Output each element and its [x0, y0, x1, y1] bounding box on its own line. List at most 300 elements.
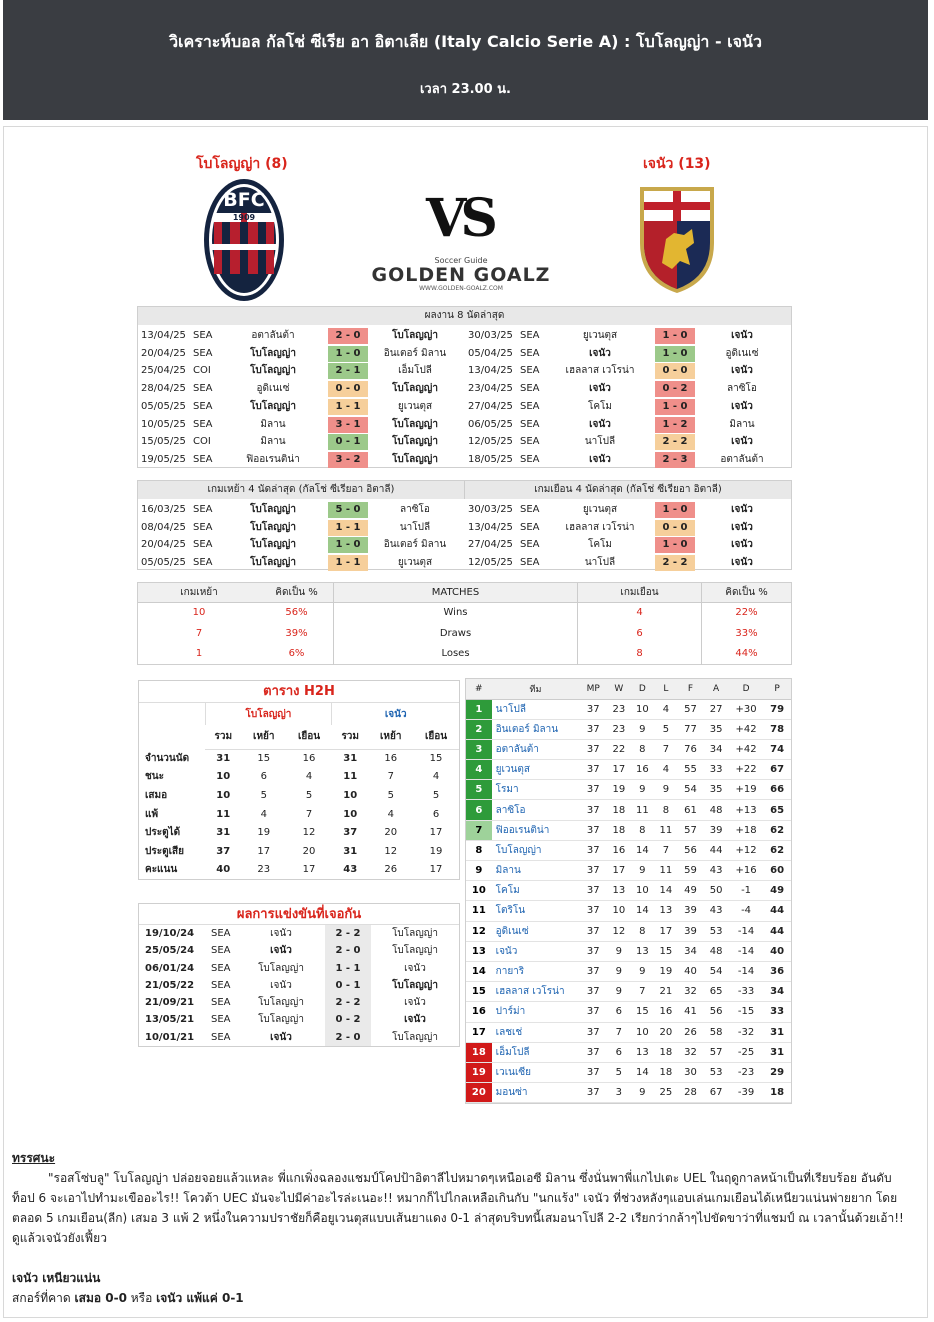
standings-cell: 9: [631, 780, 655, 800]
h2h-col-header: เหย้า: [241, 725, 286, 749]
match-score: 2 - 2: [655, 434, 695, 450]
h2h-col-header: รวม: [205, 725, 241, 749]
meeting-comp: SEA: [211, 979, 231, 991]
h2h-cell: 16: [384, 753, 398, 765]
h2h-row: [139, 749, 459, 768]
standings-cell: 11: [654, 820, 678, 840]
standings-cell: 34: [678, 941, 704, 961]
standings-cell: 39: [703, 820, 729, 840]
meeting-date: 19/10/24: [145, 928, 195, 939]
standings-cell: 43: [703, 901, 729, 921]
standings-pos: 6: [466, 800, 492, 820]
standings-cell: 37: [579, 739, 607, 759]
brand-title: GOLDEN GOALZ: [371, 264, 551, 286]
match-comp: SEA: [193, 504, 213, 515]
standings-row: [466, 961, 791, 981]
standings-cell: 37: [579, 961, 607, 981]
match-score: 1 - 0: [655, 346, 695, 362]
match-away-team: ยูเวนตุส: [397, 556, 433, 568]
standings-cell: 7: [654, 739, 678, 759]
match-row: [465, 501, 792, 519]
standings-row: [466, 1083, 791, 1103]
h2h-cell: 16: [302, 753, 316, 765]
standings-cell: 19: [607, 780, 631, 800]
summary-home-count: 1: [195, 648, 203, 659]
match-comp: SEA: [193, 330, 213, 341]
standings-team[interactable]: มิลาน: [492, 861, 580, 881]
standings-cell: -14: [729, 941, 763, 961]
standings-points: 44: [763, 901, 791, 921]
summary-home-pct: 6%: [260, 644, 334, 665]
match-score: 1 - 1: [328, 399, 368, 415]
meeting-home-team: โบโลญญ่า: [258, 997, 304, 1009]
standings-team[interactable]: มอนซ่า: [492, 1083, 580, 1103]
match-score: 0 - 0: [328, 381, 368, 397]
standings-cell: 10: [607, 901, 631, 921]
h2h-row: [139, 768, 459, 787]
match-away-team: เจนัว: [731, 556, 753, 568]
standings-cell: 37: [579, 820, 607, 840]
standings-cell: 5: [654, 719, 678, 739]
match-away-team: เจนัว: [731, 504, 753, 515]
meeting-score: 2 - 0: [325, 942, 371, 959]
match-date: 25/04/25: [141, 365, 186, 377]
match-date: 20/04/25: [141, 347, 186, 359]
match-away-team: อตาลันต้า: [720, 453, 764, 465]
standings-cell: 37: [579, 982, 607, 1002]
standings-team[interactable]: ยูเวนตุส: [492, 760, 580, 780]
match-score: 1 - 0: [655, 399, 695, 415]
match-away-team: โบโลญญ่า: [392, 330, 438, 341]
h2h-row: [139, 823, 459, 842]
match-away-team: อินเตอร์ มิลาน: [383, 539, 447, 550]
standings-cell: 27: [703, 699, 729, 719]
standings-points: 33: [763, 1002, 791, 1022]
match-row: [465, 380, 792, 398]
standings-points: 36: [763, 961, 791, 981]
meeting-date: 06/01/24: [145, 962, 195, 974]
standings-cell: 6: [607, 1042, 631, 1062]
standings-cell: 13: [631, 941, 655, 961]
meeting-away-team: โบโลญญ่า: [392, 945, 438, 957]
standings-points: 66: [763, 780, 791, 800]
standings-cell: +16: [729, 861, 763, 881]
match-row: [138, 451, 465, 469]
match-date: 13/04/25: [468, 521, 513, 533]
standings-cell: 57: [678, 820, 704, 840]
match-score: 0 - 0: [655, 520, 695, 536]
standings-cell: 58: [703, 1022, 729, 1042]
standings-cell: 15: [631, 1002, 655, 1022]
standings-cell: +19: [729, 780, 763, 800]
standings-team[interactable]: เฮลลาส เวโรน่า: [492, 982, 580, 1002]
standings-row: [466, 820, 791, 840]
standings-team[interactable]: เจนัว: [492, 941, 580, 961]
standings-cell: 32: [678, 1042, 704, 1062]
standings-cell: 30: [678, 1062, 704, 1082]
standings-cell: 15: [654, 941, 678, 961]
summary-away-pct: 44%: [735, 648, 758, 659]
standings-cell: -33: [729, 982, 763, 1002]
meeting-score: 0 - 1: [325, 977, 371, 994]
standings-team[interactable]: อตาลันต้า: [492, 739, 580, 759]
standings-row: [466, 1022, 791, 1042]
summary-away-count: 6: [578, 624, 702, 645]
meeting-row: [139, 925, 459, 942]
match-home-team: นาโปลี: [584, 556, 616, 568]
h2h-row-label: เสมอ: [145, 789, 168, 801]
last4-away-caption: เกมเยือน 4 นัดล่าสุด (กัลโช่ ซีเรียอา อิตาลี): [465, 481, 791, 499]
meeting-row: [139, 942, 459, 959]
standings-cell: 48: [703, 800, 729, 820]
standings-cell: -32: [729, 1022, 763, 1042]
standings-team[interactable]: โตริโน: [492, 901, 580, 921]
standings-team[interactable]: ฟิออเรนติน่า: [492, 820, 580, 840]
h2h-cell: 5: [387, 789, 394, 801]
standings-row: [466, 699, 791, 719]
standings-cell: 9: [631, 861, 655, 881]
match-away-team: ลาซิโอ: [400, 504, 430, 515]
standings-cell: 37: [579, 800, 607, 820]
standings-team[interactable]: ลาซิโอ: [492, 800, 580, 820]
standings-team[interactable]: เวเนเซีย: [492, 1062, 580, 1082]
standings-cell: -1: [729, 881, 763, 901]
meeting-row: [139, 994, 459, 1011]
match-score: 2 - 2: [655, 555, 695, 571]
match-date: 08/04/25: [141, 521, 186, 533]
standings-pos: 2: [466, 719, 492, 739]
match-score: 5 - 0: [328, 502, 368, 518]
standings-cell: 7: [631, 982, 655, 1002]
standings-cell: 14: [631, 901, 655, 921]
match-row: [465, 519, 792, 537]
h2h-cell: 15: [257, 753, 271, 765]
standings-cell: 37: [579, 1002, 607, 1022]
standings-cell: 40: [678, 961, 704, 981]
standings-cell: 12: [607, 921, 631, 941]
standings-team[interactable]: นาโปลี: [492, 699, 580, 719]
standings-team[interactable]: โคโม: [492, 881, 580, 901]
match-home-team: ฟิออเรนติน่า: [246, 453, 300, 465]
standings-cell: 53: [703, 1062, 729, 1082]
match-comp: SEA: [520, 383, 540, 395]
standings-points: 65: [763, 800, 791, 820]
standings-cell: 20: [654, 1022, 678, 1042]
standings-header: #: [466, 679, 492, 699]
standings-team[interactable]: กายาริ: [492, 961, 580, 981]
standings-cell: 18: [607, 820, 631, 840]
match-comp: SEA: [193, 383, 213, 395]
last4-home-caption: เกมเหย้า 4 นัดล่าสุด (กัลโช่ ซีเรียอา อิตาลี): [138, 481, 465, 499]
standings-cell: 48: [703, 941, 729, 961]
match-score: 2 - 1: [328, 363, 368, 379]
match-comp: SEA: [193, 539, 213, 550]
match-score: 3 - 2: [328, 452, 368, 468]
match-row: [465, 536, 792, 554]
meeting-row: [139, 960, 459, 977]
standings-pos: 8: [466, 840, 492, 860]
standings-pos: 9: [466, 861, 492, 881]
meeting-away-team: เจนัว: [404, 997, 426, 1009]
match-home-team: ยูเวนตุส: [582, 330, 618, 341]
h2h-cell: 26: [384, 864, 398, 876]
standings-cell: 4: [654, 699, 678, 719]
standings-cell: 56: [678, 840, 704, 860]
home-team-name: โบโลญญ่า (8): [196, 156, 288, 172]
match-comp: COI: [193, 365, 211, 377]
match-home-team: เจนัว: [589, 383, 611, 395]
match-home-team: นาโปลี: [584, 436, 616, 448]
standings-cell: 18: [654, 1042, 678, 1062]
match-away-team: เจนัว: [731, 539, 753, 550]
h2h-cell: 5: [305, 789, 313, 801]
standings-row: [466, 982, 791, 1002]
standings-points: 31: [763, 1042, 791, 1062]
match-home-team: ยูเวนตุส: [582, 504, 618, 515]
match-date: 05/05/25: [141, 556, 186, 568]
standings-cell: 11: [631, 800, 655, 820]
h2h-cell: 6: [260, 771, 267, 783]
standings-cell: 17: [654, 921, 678, 941]
standings-team[interactable]: เลชเช่: [492, 1022, 580, 1042]
standings-cell: 8: [631, 921, 655, 941]
standings-row: [466, 780, 791, 800]
standings-points: 62: [763, 840, 791, 860]
match-away-team: โบโลญญ่า: [392, 436, 438, 448]
match-comp: SEA: [520, 539, 540, 550]
standings-cell: 44: [703, 840, 729, 860]
match-comp: SEA: [193, 453, 213, 465]
match-home-team: เจนัว: [589, 418, 611, 430]
match-comp: SEA: [520, 436, 540, 448]
standings-points: 40: [763, 941, 791, 961]
standings-cell: +13: [729, 800, 763, 820]
match-date: 20/04/25: [141, 539, 186, 550]
standings-row: [466, 739, 791, 759]
match-row: [138, 519, 465, 537]
match-row: [138, 501, 465, 519]
match-row: [465, 433, 792, 451]
meeting-home-team: เจนัว: [270, 945, 292, 957]
standings-cell: 9: [607, 982, 631, 1002]
match-away-team: โบโลญญ่า: [392, 453, 438, 465]
match-away-team: เจนัว: [731, 365, 753, 377]
standings-pos: 18: [466, 1042, 492, 1062]
standings-points: 29: [763, 1062, 791, 1082]
standings-row: [466, 1002, 791, 1022]
h2h-away-label: เจนัว: [332, 703, 459, 725]
meeting-home-team: โบโลญญ่า: [258, 1014, 304, 1026]
h2h-cell: 12: [384, 845, 398, 857]
away-team-logo: [636, 183, 718, 295]
h2h-cell: 37: [343, 827, 358, 839]
standings-cell: 26: [678, 1022, 704, 1042]
match-comp: SEA: [520, 400, 540, 412]
standings-cell: 35: [703, 780, 729, 800]
h2h-cell: 12: [302, 827, 316, 839]
standings-pos: 4: [466, 760, 492, 780]
match-home-team: โบโลญญ่า: [250, 556, 296, 568]
summary-away-pct: 33%: [735, 627, 758, 639]
match-date: 18/05/25: [468, 453, 513, 465]
summary-home-count: 10: [192, 607, 206, 618]
standings-team[interactable]: อินเตอร์ มิลาน: [492, 719, 580, 739]
standings-cell: 39: [678, 901, 704, 921]
match-away-team: โบโลญญ่า: [392, 418, 438, 430]
match-comp: SEA: [520, 347, 540, 359]
h2h-col-header: เหย้า: [368, 725, 413, 749]
match-date: 30/03/25: [468, 330, 513, 341]
standings-cell: +22: [729, 760, 763, 780]
standings-cell: 37: [579, 760, 607, 780]
h2h-cell: 20: [384, 827, 398, 839]
match-date: 28/04/25: [141, 383, 186, 395]
meeting-comp: SEA: [211, 928, 231, 939]
h2h-cell: 15: [429, 753, 443, 765]
standings-cell: 37: [579, 1042, 607, 1062]
match-comp: SEA: [520, 521, 540, 533]
standings-team[interactable]: อูดิเนเซ่: [492, 921, 580, 941]
match-row: [465, 398, 792, 416]
match-row: [138, 536, 465, 554]
match-row: [465, 554, 792, 572]
match-comp: SEA: [193, 400, 213, 412]
match-home-team: เจนัว: [589, 347, 611, 359]
standings-cell: 37: [579, 1062, 607, 1082]
standings-team[interactable]: เอ็มโปลี: [492, 1042, 580, 1062]
standings-cell: 35: [703, 719, 729, 739]
match-score: 1 - 1: [328, 520, 368, 536]
h2h-cell: 17: [257, 845, 271, 857]
standings-cell: 22: [607, 739, 631, 759]
standings-cell: 59: [678, 861, 704, 881]
h2h-col-header: เยือน: [413, 725, 459, 749]
match-score: 0 - 1: [328, 434, 368, 450]
h2h-corner: [139, 725, 205, 749]
summary-table: [137, 582, 792, 665]
meeting-away-team: โบโลญญ่า: [392, 928, 438, 939]
standings-cell: 16: [607, 840, 631, 860]
standings-cell: 23: [607, 719, 631, 739]
standings-team[interactable]: โบโลญญ่า: [492, 840, 580, 860]
standings-cell: 9: [607, 941, 631, 961]
match-time: เวลา 23.00 น.: [419, 82, 511, 97]
meeting-home-team: เจนัว: [270, 979, 292, 991]
h2h-row-label: ประตูได้: [145, 827, 181, 839]
standings-cell: 11: [654, 861, 678, 881]
summary-h-away: เกมเยือน: [578, 583, 702, 602]
standings-header: W: [607, 679, 631, 699]
h2h-cell: 10: [216, 771, 231, 783]
standings-cell: 37: [579, 1022, 607, 1042]
svg-text:1909: 1909: [232, 213, 256, 222]
match-away-team: เอ็มโปลี: [398, 365, 432, 377]
standings-points: 60: [763, 861, 791, 881]
standings-pos: 1: [466, 699, 492, 719]
match-date: 12/05/25: [468, 556, 513, 568]
match-comp: SEA: [520, 330, 540, 341]
standings-cell: 7: [654, 840, 678, 860]
standings-row: [466, 1062, 791, 1082]
match-score: 1 - 0: [655, 328, 695, 344]
standings-cell: 61: [678, 800, 704, 820]
match-row: [138, 380, 465, 398]
standings-cell: 19: [654, 961, 678, 981]
standings-header: L: [654, 679, 678, 699]
brand-url: WWW.GOLDEN-GOALZ.COM: [419, 285, 503, 292]
standings-cell: 37: [579, 941, 607, 961]
summary-row: [138, 644, 791, 665]
standings-cell: 76: [678, 739, 704, 759]
standings-cell: 13: [631, 1042, 655, 1062]
summary-away-count: 4: [578, 603, 702, 624]
standings-cell: 9: [631, 719, 655, 739]
h2h-cell: 10: [216, 789, 231, 801]
standings-team[interactable]: โรมา: [492, 780, 580, 800]
standings-cell: 21: [654, 982, 678, 1002]
match-home-team: โบโลญญ่า: [250, 365, 296, 377]
standings-cell: 7: [607, 1022, 631, 1042]
standings-cell: 37: [579, 1083, 607, 1103]
analysis-pick: เจนัว เหนียวแน่น: [12, 1271, 101, 1285]
standings-header: A: [703, 679, 729, 699]
summary-h-matches: MATCHES: [334, 583, 578, 602]
h2h-cell: 20: [302, 845, 316, 857]
summary-h-home-pct: คิดเป็น %: [260, 583, 334, 602]
standings-cell: 13: [654, 901, 678, 921]
standings-team[interactable]: ปาร์ม่า: [492, 1002, 580, 1022]
h2h-cell: 6: [432, 808, 440, 820]
standings-points: 62: [763, 820, 791, 840]
match-row: [465, 416, 792, 434]
standings-cell: 55: [678, 760, 704, 780]
standings-cell: 10: [631, 881, 655, 901]
match-away-team: นาโปลี: [399, 521, 431, 533]
page-header: [3, 0, 928, 120]
match-home-team: มิลาน: [260, 436, 286, 448]
h2h-cell: 37: [216, 845, 231, 857]
brand-logo: [350, 256, 572, 296]
standings-cell: -4: [729, 901, 763, 921]
standings-row: [466, 719, 791, 739]
h2h-cell: 11: [216, 808, 231, 820]
meeting-date: 21/05/22: [145, 979, 195, 991]
standings-pos: 16: [466, 1002, 492, 1022]
standings-cell: 56: [703, 1002, 729, 1022]
h2h-row: [139, 861, 459, 880]
summary-h-away-pct: คิดเป็น %: [725, 587, 768, 598]
match-score: 2 - 0: [328, 328, 368, 344]
match-home-team: โบโลญญ่า: [250, 400, 296, 412]
standings-cell: 9: [607, 961, 631, 981]
standings-cell: 18: [607, 800, 631, 820]
standings-cell: 43: [703, 861, 729, 881]
standings-row: [466, 861, 791, 881]
h2h-row: [139, 805, 459, 824]
analysis: [12, 1148, 912, 1308]
standings-cell: 39: [678, 921, 704, 941]
match-score: 1 - 2: [655, 417, 695, 433]
standings-cell: 37: [579, 719, 607, 739]
standings-cell: 13: [607, 881, 631, 901]
standings-cell: 5: [607, 1062, 631, 1082]
match-score: 3 - 1: [328, 417, 368, 433]
match-comp: SEA: [520, 556, 540, 568]
h2h-cell: 17: [429, 827, 443, 839]
standings-row: [466, 840, 791, 860]
h2h-row-label: แพ้: [145, 808, 159, 820]
summary-away-pct: 22%: [735, 607, 758, 618]
